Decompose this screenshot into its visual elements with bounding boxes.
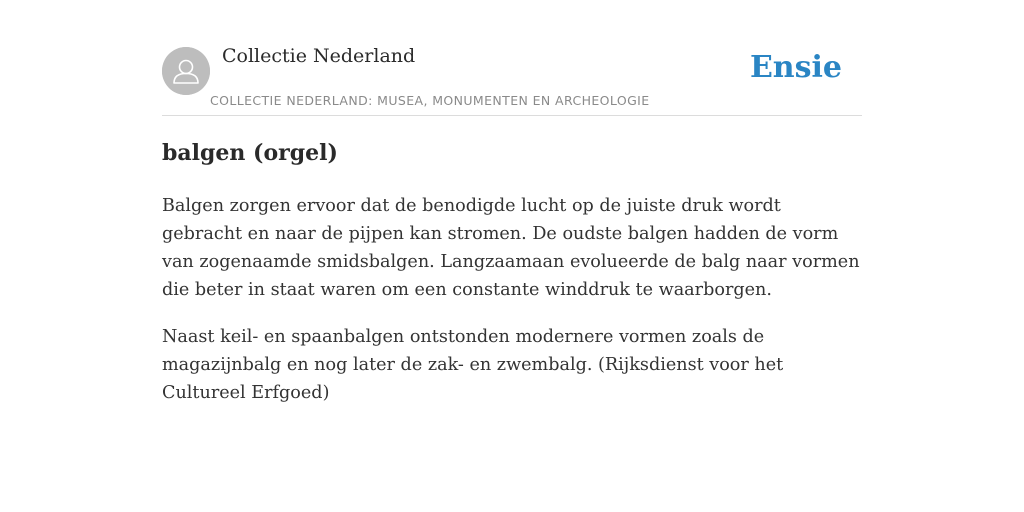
author-name[interactable]: Collectie Nederland bbox=[222, 45, 416, 67]
entry-header bbox=[162, 0, 862, 116]
paragraph-2: Naast keil- en spaanbalgen ontstonden modernere vormen zoals de magazijnbalg en nog later de zak- en zwembalg. (Rijksdienst voor het Cultureel Erfgoed) bbox=[162, 327, 784, 403]
user-icon bbox=[162, 47, 210, 95]
source-label[interactable]: COLLECTIE NEDERLAND: MUSEA, MONUMENTEN EN ARCHEOLOGIE bbox=[210, 93, 650, 108]
page-title: balgen (orgel) bbox=[162, 140, 338, 166]
article-body bbox=[162, 192, 862, 426]
entry-card bbox=[162, 0, 862, 403]
brand-logo[interactable]: Ensie bbox=[749, 50, 842, 85]
paragraph-1: Balgen zorgen ervoor dat de benodigde lucht op de juiste druk wordt gebracht en naar de pijpen kan stromen. De oudste balgen hadden de vorm van zogenaamde smidsbalgen. Langzaamaan evolueerde de balg naar vormen die beter in staat waren om een constante winddruk te waarborgen. bbox=[162, 196, 860, 300]
author-avatar[interactable] bbox=[162, 47, 210, 95]
